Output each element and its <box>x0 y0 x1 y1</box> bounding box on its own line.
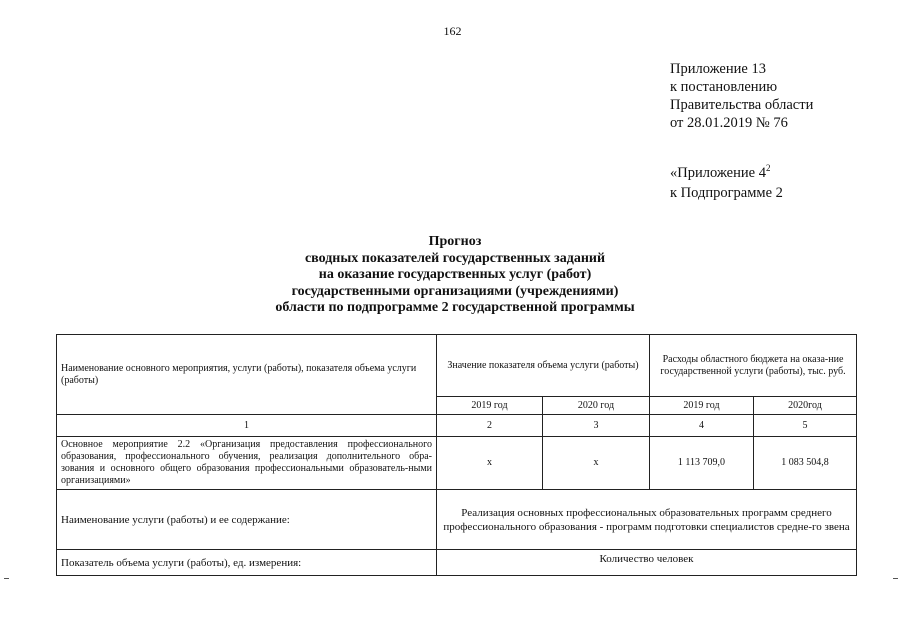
year-cell: 2020 год <box>543 397 650 415</box>
value-2020-cell: x <box>543 437 650 490</box>
indicator-value-cell: Количество человек <box>437 550 857 576</box>
appendix-line-3: Правительства области <box>670 97 814 113</box>
column-number-cell: 5 <box>754 415 857 437</box>
left-margin-mark <box>4 578 9 579</box>
appendix-line-1: Приложение 13 <box>670 61 766 77</box>
event-name-cell: Основное мероприятие 2.2 «Организация предоставления профессионального образования, профессионального обучения, реализация дополнительного обра-зования и основного общего образования профессиональными образователь-ными организациями» <box>57 437 437 490</box>
table-numbers-row <box>57 415 857 437</box>
header-name-cell: Наименование основного мероприятия, услуги (работы), показателя объема услуги (работы) <box>57 335 437 415</box>
appendix-line-2: к постановлению <box>670 79 778 95</box>
column-number-cell: 3 <box>543 415 650 437</box>
inner-appendix-superscript: 2 <box>765 163 771 174</box>
forecast-table <box>56 334 857 576</box>
year-cell: 2020год <box>754 397 857 415</box>
appendix-block <box>670 60 813 132</box>
header-value-cell: Значение показателя объема услуги (работы) <box>437 335 650 397</box>
table-row-indicator <box>57 550 857 576</box>
inner-appendix-line-2: к Подпрограмме 2 <box>670 185 783 201</box>
right-margin-mark <box>893 578 898 579</box>
inner-appendix-prefix: «Приложение 4 <box>670 165 766 181</box>
column-number-cell: 1 <box>57 415 437 437</box>
page-number: 162 <box>443 24 462 38</box>
title-line-4: государственными организациями (учреждениями) <box>291 283 619 299</box>
document-title <box>150 234 760 317</box>
year-cell: 2019 год <box>437 397 543 415</box>
service-value-cell: Реализация основных профессиональных образовательных программ среднего профессионального образования - программ подготовки специалистов средне-го звена <box>437 490 857 550</box>
appendix-line-4: от 28.01.2019 № 76 <box>670 115 788 131</box>
title-line-1: Прогноз <box>428 234 482 249</box>
inner-appendix-block <box>670 163 783 203</box>
column-number-cell: 4 <box>650 415 754 437</box>
indicator-label-cell: Показатель объема услуги (работы), ед. измерения: <box>57 550 437 576</box>
table-row-service <box>57 490 857 550</box>
title-line-2: сводных показателей государственных заданий <box>304 250 606 266</box>
title-line-5: области по подпрограмме 2 государственной программы <box>275 300 635 315</box>
title-line-3: на оказание государственных услуг (работ) <box>318 267 592 282</box>
year-cell: 2019 год <box>650 397 754 415</box>
table-row-event <box>57 437 857 490</box>
table-header-row <box>57 335 857 397</box>
header-expense-cell: Расходы областного бюджета на оказа-ние государственной услуги (работы), тыс. руб. <box>650 335 857 397</box>
inner-appendix-line-1 <box>670 163 783 183</box>
column-number-cell: 2 <box>437 415 543 437</box>
expense-2019-cell: 1 113 709,0 <box>650 437 754 490</box>
value-2019-cell: x <box>437 437 543 490</box>
service-label-cell: Наименование услуги (работы) и ее содержание: <box>57 490 437 550</box>
expense-2020-cell: 1 083 504,8 <box>754 437 857 490</box>
